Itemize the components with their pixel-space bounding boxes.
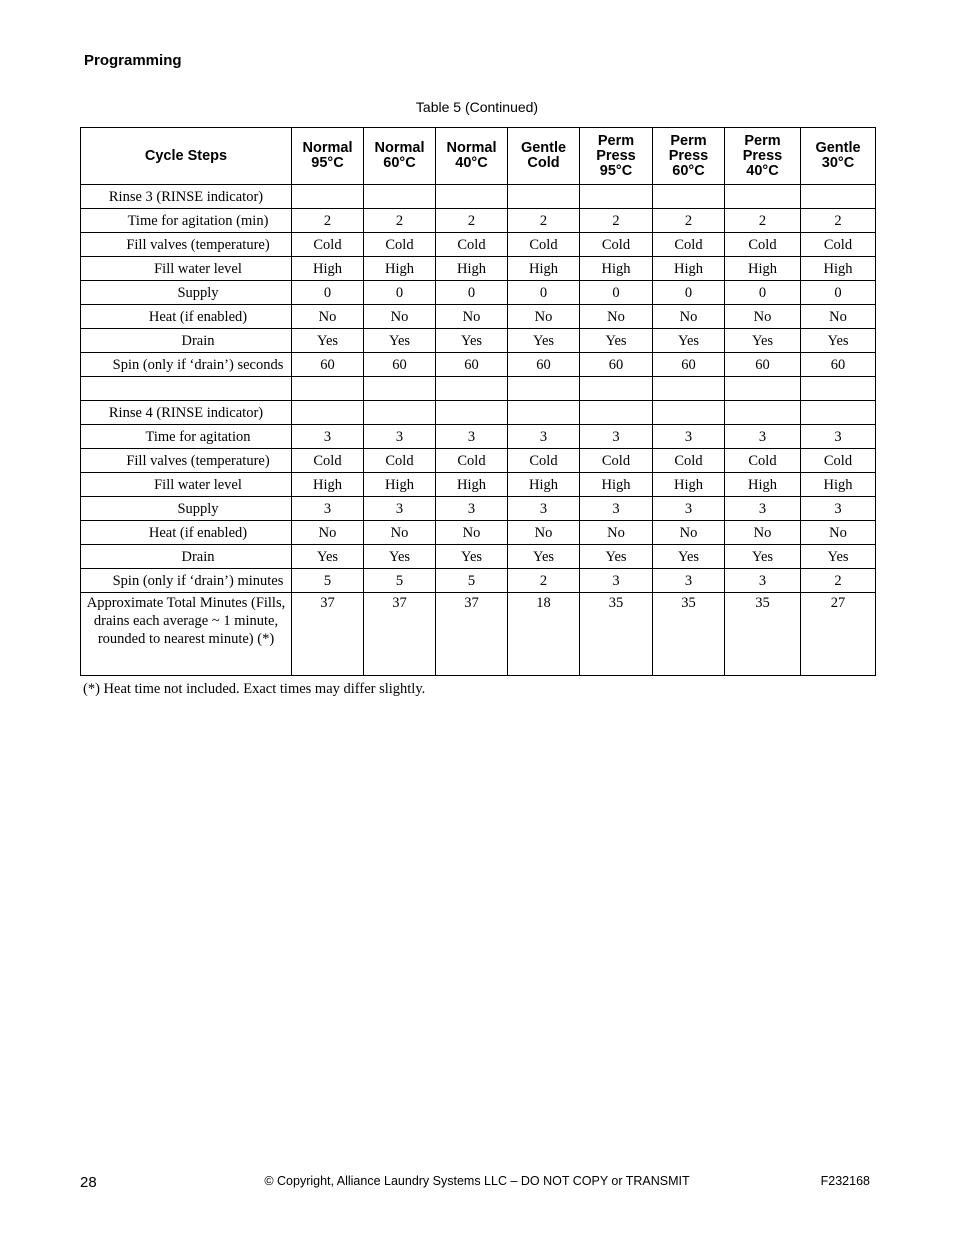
table-cell: 3	[580, 425, 653, 449]
table-cell: Cold	[580, 233, 653, 257]
table-cell: Cold	[364, 233, 436, 257]
table-row	[81, 425, 876, 449]
table-row	[81, 185, 876, 209]
column-header-normal-40c: Normal 40°C	[436, 128, 508, 185]
row-label: Drain	[81, 545, 292, 569]
row-label: Rinse 3 (RINSE indicator)	[81, 185, 292, 209]
table-row	[81, 569, 876, 593]
table-cell: No	[508, 521, 580, 545]
table-cell: Yes	[653, 329, 725, 353]
table-cell: Yes	[508, 329, 580, 353]
table-cell: 60	[580, 353, 653, 377]
table-cell: High	[801, 473, 876, 497]
row-label: Fill valves (temperature)	[81, 233, 292, 257]
table-header-row	[81, 128, 876, 185]
column-header-perm-press-40c: Perm Press 40°C	[725, 128, 801, 185]
table-cell	[725, 377, 801, 401]
section-title: Programming	[84, 52, 182, 69]
table-cell: 60	[653, 353, 725, 377]
table-cell: High	[653, 473, 725, 497]
column-header-perm-press-95c: Perm Press 95°C	[580, 128, 653, 185]
table-cell: 3	[436, 425, 508, 449]
table-cell: High	[653, 257, 725, 281]
table-cell: Cold	[508, 233, 580, 257]
total-minutes-row	[81, 593, 876, 676]
table-row	[81, 305, 876, 329]
row-label: Supply	[81, 497, 292, 521]
table-cell	[580, 185, 653, 209]
table-cell: 3	[580, 497, 653, 521]
table-cell: 60	[725, 353, 801, 377]
table-cell: Yes	[725, 329, 801, 353]
table-cell: No	[364, 305, 436, 329]
table-cell: No	[580, 305, 653, 329]
table-row	[81, 497, 876, 521]
row-label: Heat (if enabled)	[81, 305, 292, 329]
table-cell: Yes	[580, 545, 653, 569]
row-label: Fill valves (temperature)	[81, 449, 292, 473]
table-cell: 5	[292, 569, 364, 593]
table-cell: Yes	[364, 329, 436, 353]
table-cell: Cold	[725, 449, 801, 473]
table-cell: Yes	[436, 329, 508, 353]
table-cell: 3	[436, 497, 508, 521]
table-cell: 0	[801, 281, 876, 305]
table-cell	[801, 185, 876, 209]
table-cell	[725, 401, 801, 425]
row-label: Supply	[81, 281, 292, 305]
page-number: 28	[80, 1174, 97, 1191]
table-cell: High	[436, 257, 508, 281]
table-cell	[580, 401, 653, 425]
table-cell: Yes	[292, 545, 364, 569]
total-minutes-cell: 37	[292, 593, 364, 676]
table-cell	[364, 377, 436, 401]
table-cell: Cold	[364, 449, 436, 473]
table-row	[81, 233, 876, 257]
table-cell	[508, 401, 580, 425]
table-cell: Yes	[436, 545, 508, 569]
total-minutes-label: Approximate Total Minutes (Fills, drains each average ~ 1 minute, rounded to nearest minute) (*)	[81, 593, 292, 676]
total-minutes-cell: 18	[508, 593, 580, 676]
copyright-notice: © Copyright, Alliance Laundry Systems LLC – DO NOT COPY or TRANSMIT	[264, 1174, 690, 1188]
row-label: Spin (only if ‘drain’) minutes	[81, 569, 292, 593]
table-cell: 3	[292, 425, 364, 449]
row-label: Heat (if enabled)	[81, 521, 292, 545]
table-cell: Yes	[801, 545, 876, 569]
table-cell: No	[801, 521, 876, 545]
table-cell: High	[725, 473, 801, 497]
table-row	[81, 449, 876, 473]
table-cell: Cold	[801, 449, 876, 473]
table-cell: High	[292, 257, 364, 281]
table-cell	[364, 185, 436, 209]
table-cell	[508, 185, 580, 209]
table-cell: Yes	[725, 545, 801, 569]
table-cell: No	[653, 305, 725, 329]
table-cell	[436, 377, 508, 401]
row-label: Spin (only if ‘drain’) seconds	[81, 353, 292, 377]
table-cell: Yes	[364, 545, 436, 569]
table-row	[81, 329, 876, 353]
column-header-normal-60c: Normal 60°C	[364, 128, 436, 185]
table-cell	[436, 401, 508, 425]
table-cell: 3	[508, 497, 580, 521]
table-cell: Cold	[292, 449, 364, 473]
table-cell: 60	[508, 353, 580, 377]
table-cell: 0	[508, 281, 580, 305]
column-header-gentle-cold: Gentle Cold	[508, 128, 580, 185]
table-cell	[801, 377, 876, 401]
table-cell: High	[292, 473, 364, 497]
table-cell: Cold	[508, 449, 580, 473]
table-row	[81, 545, 876, 569]
table-cell: 2	[801, 209, 876, 233]
table-cell	[580, 377, 653, 401]
column-header-perm-press-60c: Perm Press 60°C	[653, 128, 725, 185]
table-cell	[801, 401, 876, 425]
table-cell: Cold	[580, 449, 653, 473]
total-minutes-cell: 35	[725, 593, 801, 676]
table-cell	[292, 185, 364, 209]
table-cell: 3	[725, 569, 801, 593]
table-cell: No	[508, 305, 580, 329]
table-cell: 3	[653, 425, 725, 449]
table-cell: Cold	[653, 233, 725, 257]
table-cell: No	[292, 305, 364, 329]
total-minutes-cell: 35	[580, 593, 653, 676]
table-cell: 3	[580, 569, 653, 593]
table-cell	[653, 185, 725, 209]
table-cell	[725, 185, 801, 209]
table-cell: Yes	[653, 545, 725, 569]
table-cell: High	[580, 473, 653, 497]
table-cell	[653, 401, 725, 425]
column-header-gentle-30c: Gentle 30°C	[801, 128, 876, 185]
table-cell: No	[436, 305, 508, 329]
table-cell	[436, 185, 508, 209]
table-cell: 60	[801, 353, 876, 377]
table-row	[81, 281, 876, 305]
table-cell: 2	[364, 209, 436, 233]
table-cell	[508, 377, 580, 401]
table-cell: 0	[653, 281, 725, 305]
table-cell: 2	[508, 209, 580, 233]
table-cell: Yes	[580, 329, 653, 353]
table-row	[81, 473, 876, 497]
table-row	[81, 521, 876, 545]
table-cell: High	[725, 257, 801, 281]
table-cell: Yes	[292, 329, 364, 353]
table-cell: 3	[508, 425, 580, 449]
table-cell: 5	[436, 569, 508, 593]
table-cell: 0	[292, 281, 364, 305]
table-cell: High	[801, 257, 876, 281]
cycle-steps-table	[80, 127, 876, 676]
table-cell: 2	[725, 209, 801, 233]
table-body	[81, 185, 876, 676]
table-cell: No	[725, 305, 801, 329]
table-cell: High	[364, 257, 436, 281]
table-row	[81, 257, 876, 281]
row-label: Time for agitation (min)	[81, 209, 292, 233]
table-cell: 60	[364, 353, 436, 377]
table-cell: Yes	[801, 329, 876, 353]
table-cell: 3	[364, 497, 436, 521]
table-cell: 3	[801, 497, 876, 521]
table-cell: 60	[436, 353, 508, 377]
table-cell: 3	[653, 497, 725, 521]
table-cell: Cold	[801, 233, 876, 257]
table-row	[81, 377, 876, 401]
table-cell: 3	[801, 425, 876, 449]
table-cell: No	[292, 521, 364, 545]
table-cell: 2	[580, 209, 653, 233]
table-cell: 2	[801, 569, 876, 593]
table-cell: 0	[580, 281, 653, 305]
row-label: Fill water level	[81, 473, 292, 497]
table-cell: No	[580, 521, 653, 545]
table-cell: No	[364, 521, 436, 545]
table-cell: 3	[725, 425, 801, 449]
table-cell: 3	[364, 425, 436, 449]
total-minutes-cell: 35	[653, 593, 725, 676]
total-minutes-cell: 37	[364, 593, 436, 676]
column-header-cycle-steps: Cycle Steps	[81, 128, 292, 185]
table-cell: High	[364, 473, 436, 497]
total-minutes-cell: 37	[436, 593, 508, 676]
table-cell: 0	[364, 281, 436, 305]
table-cell: No	[436, 521, 508, 545]
table-footnote: (*) Heat time not included. Exact times may differ slightly.	[83, 681, 426, 697]
table-cell	[653, 377, 725, 401]
row-label: Fill water level	[81, 257, 292, 281]
table-cell: 2	[653, 209, 725, 233]
table-cell: 0	[436, 281, 508, 305]
table-cell: 3	[653, 569, 725, 593]
table-cell: No	[801, 305, 876, 329]
row-label	[81, 377, 292, 401]
row-label: Time for agitation	[81, 425, 292, 449]
document-id: F232168	[820, 1174, 870, 1188]
table-cell: No	[725, 521, 801, 545]
table-cell: 2	[508, 569, 580, 593]
table-cell: High	[580, 257, 653, 281]
row-label: Rinse 4 (RINSE indicator)	[81, 401, 292, 425]
table-cell: 3	[725, 497, 801, 521]
table-cell: High	[436, 473, 508, 497]
table-row	[81, 209, 876, 233]
row-label: Drain	[81, 329, 292, 353]
table-cell: No	[653, 521, 725, 545]
table-cell: High	[508, 473, 580, 497]
table-cell: 5	[364, 569, 436, 593]
table-cell: Cold	[436, 233, 508, 257]
table-cell: Yes	[508, 545, 580, 569]
table-cell: Cold	[653, 449, 725, 473]
table-caption: Table 5 (Continued)	[415, 99, 539, 115]
table-cell: Cold	[436, 449, 508, 473]
table-row	[81, 401, 876, 425]
table-cell: Cold	[725, 233, 801, 257]
table-row	[81, 353, 876, 377]
total-minutes-cell: 27	[801, 593, 876, 676]
column-header-normal-95c: Normal 95°C	[292, 128, 364, 185]
table-cell	[292, 377, 364, 401]
table-cell: 0	[725, 281, 801, 305]
table-cell: 2	[436, 209, 508, 233]
table-cell: Cold	[292, 233, 364, 257]
table-cell: High	[508, 257, 580, 281]
table-cell	[292, 401, 364, 425]
table-cell	[364, 401, 436, 425]
table-cell: 3	[292, 497, 364, 521]
table-cell: 60	[292, 353, 364, 377]
table-cell: 2	[292, 209, 364, 233]
